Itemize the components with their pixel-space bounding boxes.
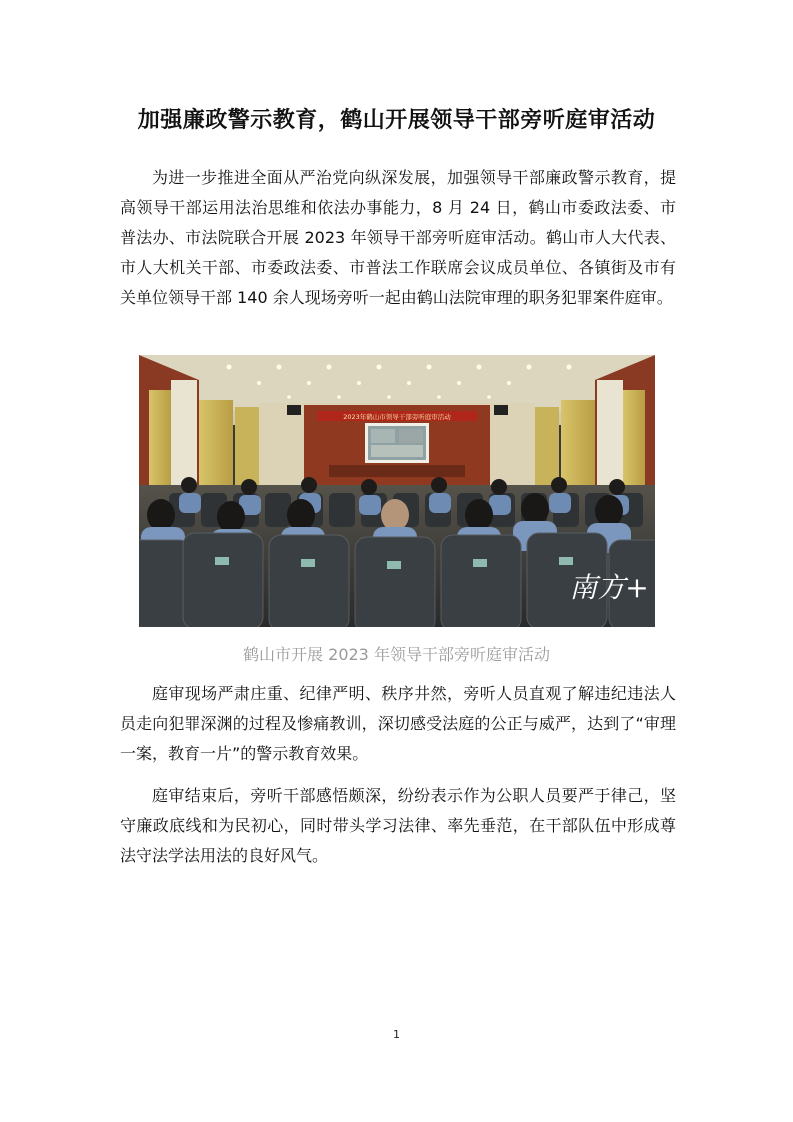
watermark-logo: 南方+ (569, 571, 649, 604)
document-title: 加强廉政警示教育，鹤山开展领导干部旁听庭审活动 (137, 108, 656, 133)
photo-caption: 鹤山市开展 2023 年领导干部旁听庭审活动 (243, 645, 550, 664)
paragraph-trial-scene: 庭审现场严肃庄重、纪律严明、秩序井然，旁听人员直观了解违纪违法人员走向犯罪深渊的过程及惨痛教训，深切感受法庭的公正与威严，达到了“审理一案，教育一片”的警示教育效果。 (120, 684, 676, 763)
banner-text: 2023年鹤山市领导干部旁听庭审活动 (343, 413, 451, 421)
paragraph-intro: 为进一步推进全面从严治党向纵深发展，加强领导干部廉政警示教育，提高领导干部运用法治思维和依法办事能力，8 月 24 日，鹤山市委政法委、市普法办、市法院联合开展 2023 年领导干部旁听庭审活动。鹤山市人大代表、市人大机关干部、市委政法委、市普法工作联席会议成员单位、各镇街及市有关单位领导干部 140 余人现场旁听一起由鹤山法院审理的职务犯罪案件庭审。 (120, 168, 676, 307)
paragraph-conclusion: 庭审结束后，旁听干部感悟颇深，纷纷表示作为公职人员要严于律己，坚守廉政底线和为民初心，同时带头学习法律、率先垂范，在干部队伍中形成尊法守法学法用法的良好风气。 (120, 786, 676, 865)
page-number: 1 (393, 1028, 400, 1041)
courtroom-photo (139, 355, 655, 627)
